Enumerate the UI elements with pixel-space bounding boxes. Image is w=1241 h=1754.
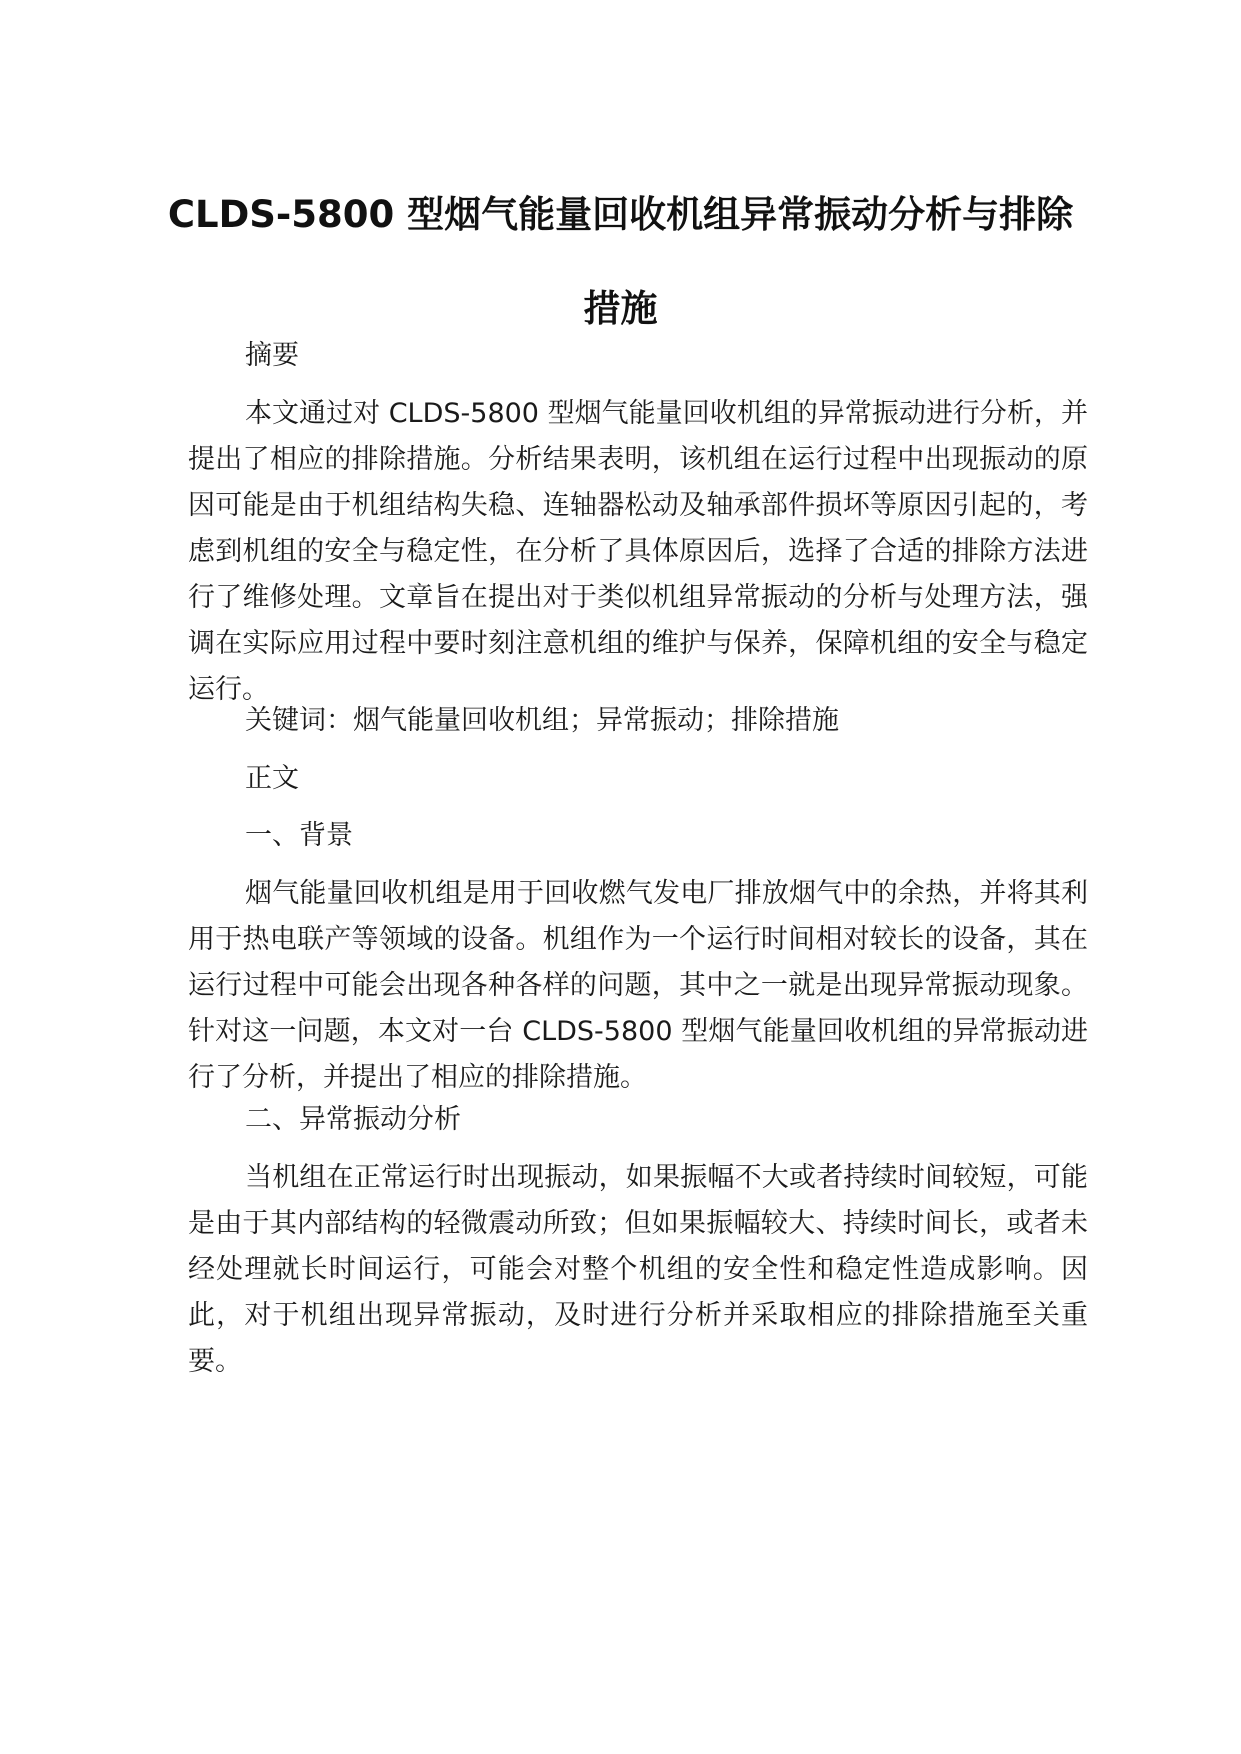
section2-paragraph: 当机组在正常运行时出现振动，如果振幅不大或者持续时间较短，可能是由于其内部结构的轻微震动所致；但如果振幅较大、持续时间长，或者未经处理就长时间运行，可能会对整个机组的安全性和稳定性造成影响。因此，对于机组出现异常振动，及时进行分析并采取相应的排除措施至关重要。 <box>188 1162 1088 1377</box>
abstract-heading: 摘要 <box>245 340 299 371</box>
section2-heading: 二、异常振动分析 <box>245 1104 461 1135</box>
abstract-paragraph: 本文通过对 CLDS-5800 型烟气能量回收机组的异常振动进行分析，并提出了相应的排除措施。分析结果表明，该机组在运行过程中出现振动的原因可能是由于机组结构失稳、连轴器松动及轴承部件损坏等原因引起的，考虑到机组的安全与稳定性，在分析了具体原因后，选择了合适的排除方法进行了维修处理。文章旨在提出对于类似机组异常振动的分析与处理方法，强调在实际应用过程中要时刻注意机组的维护与保养，保障机组的安全与稳定运行。 <box>188 398 1088 705</box>
section1-paragraph: 烟气能量回收机组是用于回收燃气发电厂排放烟气中的余热，并将其利用于热电联产等领域的设备。机组作为一个运行时间相对较长的设备，其在运行过程中可能会出现各种各样的问题，其中之一就是出现异常振动现象。针对这一问题，本文对一台 CLDS-5800 型烟气能量回收机组的异常振动进行了分析，并提出了相应的排除措施。 <box>188 878 1088 1093</box>
document-title: CLDS-5800 型烟气能量回收机组异常振动分析与排除措施 <box>167 193 1074 330</box>
section1-heading: 一、背景 <box>245 820 353 851</box>
keywords-line: 关键词：烟气能量回收机组；异常振动；排除措施 <box>245 705 839 736</box>
body-heading: 正文 <box>245 763 299 794</box>
